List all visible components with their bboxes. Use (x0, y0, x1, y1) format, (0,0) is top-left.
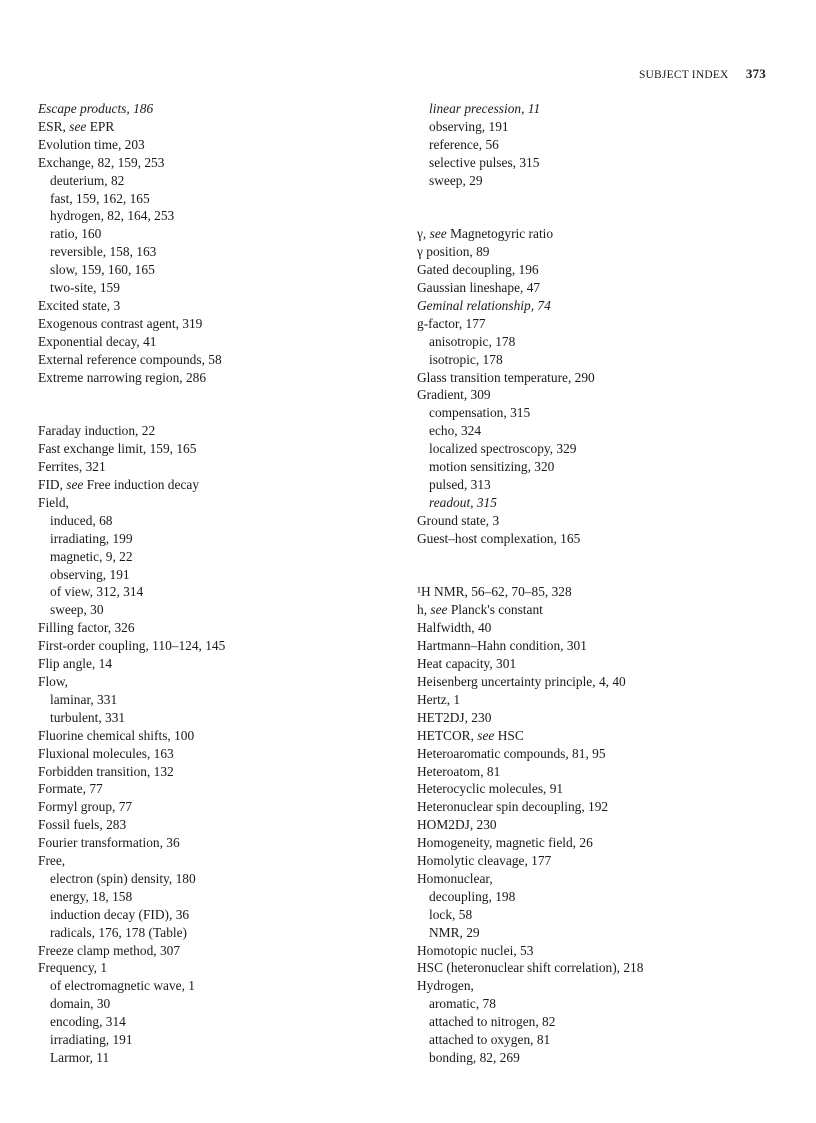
index-entry (38, 942, 408, 960)
index-entry (38, 369, 408, 387)
entry-text: Heteronuclear spin decoupling, 192 (417, 799, 609, 815)
entry-text: Hertz, 1 (417, 691, 461, 707)
index-entry (417, 386, 797, 404)
entry-text: Heteroaromatic compounds, 81, 95 (417, 745, 606, 761)
entry-text: HSC (heteronuclear shift correlation), 218 (417, 960, 644, 976)
index-entry (417, 297, 797, 315)
index-subentry (417, 924, 797, 942)
entry-text: irradiating, 199 (50, 530, 133, 546)
entry-text: h, (417, 602, 431, 618)
entry-text: Forbidden transition, 132 (38, 763, 174, 779)
index-subentry (417, 440, 797, 458)
entry-text: FID, (38, 477, 67, 493)
entry-text: Free, (38, 853, 66, 869)
index-subentry (38, 709, 408, 727)
entry-text: Escape products, 186 (38, 101, 154, 116)
index-entry (38, 458, 408, 476)
index-subentry (38, 691, 408, 709)
index-entry (417, 691, 797, 709)
index-entry (417, 852, 797, 870)
entry-text: linear precession, 11 (429, 101, 541, 116)
see-reference: see (69, 118, 87, 134)
entry-text: Evolution time, 203 (38, 136, 145, 152)
entry-text: HOM2DJ, 230 (417, 817, 497, 833)
entry-text: Ground state, 3 (417, 512, 500, 528)
index-entry (38, 315, 408, 333)
index-entry (38, 727, 408, 745)
entry-text: Hartmann–Hahn condition, 301 (417, 638, 587, 654)
see-reference: see (66, 477, 84, 493)
index-subentry (417, 494, 797, 512)
index-subentry (38, 906, 408, 924)
index-entry (417, 369, 797, 387)
entry-text: induced, 68 (50, 512, 113, 528)
entry-text: Exchange, 82, 159, 253 (38, 154, 165, 170)
entry-text: Exponential decay, 41 (38, 333, 157, 349)
index-entry (38, 834, 408, 852)
entry-text: fast, 159, 162, 165 (50, 190, 150, 206)
entry-text: Gradient, 309 (417, 387, 491, 403)
entry-text: irradiating, 191 (50, 1032, 133, 1048)
entry-text: encoding, 314 (50, 1014, 126, 1030)
entry-text: Flow, (38, 673, 69, 689)
index-entry (38, 297, 408, 315)
index-subentry (417, 476, 797, 494)
index-subentry (417, 136, 797, 154)
index-subentry (38, 548, 408, 566)
entry-text: Frequency, 1 (38, 960, 108, 976)
index-entry (417, 279, 797, 297)
index-entry (38, 798, 408, 816)
entry-text: pulsed, 313 (429, 477, 491, 493)
index-entry (417, 637, 797, 655)
entry-text: reference, 56 (429, 136, 499, 152)
index-subentry (417, 351, 797, 369)
index-entry (417, 225, 797, 243)
entry-text: Geminal relationship, 74 (417, 297, 551, 313)
index-entry (417, 619, 797, 637)
index-subentry (417, 172, 797, 190)
section-gap (417, 190, 797, 226)
entry-text: attached to oxygen, 81 (429, 1032, 551, 1048)
entry-text: Filling factor, 326 (38, 620, 135, 636)
entry-text: Formate, 77 (38, 781, 103, 797)
entry-text: anisotropic, 178 (429, 333, 516, 349)
index-subentry (38, 172, 408, 190)
index-entry (417, 834, 797, 852)
entry-text: Hydrogen, (417, 978, 474, 994)
page-number: 373 (745, 66, 766, 81)
entry-text: compensation, 315 (429, 405, 531, 421)
entry-text: Heisenberg uncertainty principle, 4, 40 (417, 673, 626, 689)
index-entry (417, 816, 797, 834)
index-entry (38, 673, 408, 691)
index-entry (417, 530, 797, 548)
entry-text: Heteroatom, 81 (417, 763, 501, 779)
entry-text: Gaussian lineshape, 47 (417, 280, 541, 296)
entry-text: deuterium, 82 (50, 172, 125, 188)
entry-text: isotropic, 178 (429, 351, 503, 367)
running-header (639, 66, 766, 82)
index-subentry (417, 100, 797, 118)
index-entry (417, 512, 797, 530)
entry-text: sweep, 30 (50, 602, 104, 618)
index-subentry (38, 225, 408, 243)
entry-text: of view, 312, 314 (50, 584, 144, 600)
entry-text: Excited state, 3 (38, 297, 121, 313)
index-entry (417, 655, 797, 673)
index-subentry (417, 154, 797, 172)
entry-text: Fourier transformation, 36 (38, 835, 180, 851)
index-entry (417, 601, 797, 619)
index-subentry (38, 995, 408, 1013)
entry-text: bonding, 82, 269 (429, 1050, 520, 1065)
entry-text: turbulent, 331 (50, 709, 126, 725)
index-entry (38, 959, 408, 977)
index-entry (417, 261, 797, 279)
index-subentry (417, 458, 797, 476)
index-subentry (417, 1031, 797, 1049)
entry-text: Exogenous contrast agent, 319 (38, 315, 203, 331)
index-entry (38, 619, 408, 637)
index-entry (417, 942, 797, 960)
index-entry (417, 763, 797, 781)
index-entry (38, 476, 408, 494)
entry-text: First-order coupling, 110–124, 145 (38, 638, 226, 654)
entry-text: magnetic, 9, 22 (50, 548, 133, 564)
index-subentry (417, 888, 797, 906)
index-entry (38, 118, 408, 136)
entry-text: Heat capacity, 301 (417, 656, 517, 672)
index-subentry (38, 870, 408, 888)
entry-text: observing, 191 (50, 566, 130, 582)
see-target: Free induction decay (83, 477, 200, 493)
index-entry (417, 745, 797, 763)
index-subentry (38, 566, 408, 584)
index-subentry (417, 422, 797, 440)
index-subentry (38, 530, 408, 548)
entry-text: readout, 315 (429, 494, 497, 510)
entry-text: Larmor, 11 (50, 1050, 110, 1066)
entry-text: Gated decoupling, 196 (417, 262, 539, 278)
entry-text: localized spectroscopy, 329 (429, 441, 577, 457)
entry-text: Homolytic cleavage, 177 (417, 853, 552, 869)
index-entry (38, 816, 408, 834)
index-subentry (38, 190, 408, 208)
index-subentry (38, 279, 408, 297)
index-entry (38, 333, 408, 351)
entry-text: Fluorine chemical shifts, 100 (38, 727, 195, 743)
index-entry (38, 655, 408, 673)
entry-text: γ position, 89 (417, 244, 490, 260)
entry-text: External reference compounds, 58 (38, 351, 222, 367)
entry-text: Halfwidth, 40 (417, 620, 492, 636)
index-entry (38, 136, 408, 154)
index-subentry (417, 995, 797, 1013)
index-subentry (38, 888, 408, 906)
section-gap (417, 548, 797, 584)
entry-text: ratio, 160 (50, 226, 102, 242)
index-entry (38, 351, 408, 369)
index-subentry (38, 977, 408, 995)
entry-text: HET2DJ, 230 (417, 709, 492, 725)
index-subentry (38, 924, 408, 942)
entry-text: selective pulses, 315 (429, 154, 540, 170)
entry-text: Formyl group, 77 (38, 799, 133, 815)
entry-text: attached to nitrogen, 82 (429, 1014, 556, 1030)
entry-text: decoupling, 198 (429, 888, 516, 904)
index-entry (417, 315, 797, 333)
index-entry (38, 422, 408, 440)
entry-text: observing, 191 (429, 118, 509, 134)
index-entry (417, 959, 797, 977)
see-reference: see (429, 226, 447, 242)
see-target: EPR (86, 118, 115, 134)
index-entry (38, 494, 408, 512)
entry-text: Extreme narrowing region, 286 (38, 369, 207, 385)
see-target: Magnetogyric ratio (446, 226, 554, 242)
see-reference: see (477, 727, 495, 743)
index-entry (38, 440, 408, 458)
entry-text: Field, (38, 494, 69, 510)
index-subentry (38, 1013, 408, 1031)
entry-text: energy, 18, 158 (50, 888, 133, 904)
entry-text: sweep, 29 (429, 172, 483, 188)
index-subentry (38, 207, 408, 225)
index-entry (417, 870, 797, 888)
index-column-left (38, 100, 408, 1067)
index-entry (417, 977, 797, 995)
entry-text: γ, (417, 226, 430, 242)
index-subentry (38, 261, 408, 279)
entry-text: lock, 58 (429, 906, 473, 922)
index-subentry (38, 512, 408, 530)
see-reference: see (430, 602, 448, 618)
entry-text: two-site, 159 (50, 280, 120, 296)
entry-text: Glass transition temperature, 290 (417, 369, 595, 385)
entry-text: Homogeneity, magnetic field, 26 (417, 835, 593, 851)
entry-text: echo, 324 (429, 423, 482, 439)
index-entry (417, 709, 797, 727)
entry-text: ESR, (38, 118, 70, 134)
index-entry (38, 100, 408, 118)
index-entry (38, 763, 408, 781)
entry-text: of electromagnetic wave, 1 (50, 978, 195, 994)
entry-text: motion sensitizing, 320 (429, 459, 555, 475)
index-subentry (38, 583, 408, 601)
index-entry (417, 798, 797, 816)
entry-text: Ferrites, 321 (38, 459, 106, 475)
index-subentry (417, 1013, 797, 1031)
index-entry (417, 727, 797, 745)
entry-text: aromatic, 78 (429, 996, 496, 1012)
index-subentry (38, 601, 408, 619)
entry-text: induction decay (FID), 36 (50, 906, 190, 922)
index-entry (417, 673, 797, 691)
entry-text: electron (spin) density, 180 (50, 870, 196, 886)
index-subentry (38, 243, 408, 261)
section-gap (38, 387, 408, 423)
index-entry (38, 852, 408, 870)
index-subentry (417, 1049, 797, 1067)
index-subentry (417, 404, 797, 422)
entry-text: domain, 30 (50, 996, 111, 1012)
index-entry (38, 154, 408, 172)
entry-text: Freeze clamp method, 307 (38, 942, 181, 958)
index-subentry (38, 1031, 408, 1049)
entry-text: hydrogen, 82, 164, 253 (50, 208, 175, 224)
see-target: Planck's constant (447, 602, 543, 618)
index-subentry (417, 118, 797, 136)
index-subentry (417, 906, 797, 924)
entry-text: Faraday induction, 22 (38, 423, 156, 439)
index-entry (417, 780, 797, 798)
entry-text: ¹H NMR, 56–62, 70–85, 328 (417, 584, 572, 600)
entry-text: Homonuclear, (417, 870, 493, 886)
index-column-right (417, 100, 797, 1067)
entry-text: Fast exchange limit, 159, 165 (38, 441, 197, 457)
see-target: HSC (494, 727, 524, 743)
entry-text: Heterocyclic molecules, 91 (417, 781, 564, 797)
entry-text: Fossil fuels, 283 (38, 817, 127, 833)
entry-text: radicals, 176, 178 (Table) (50, 924, 188, 940)
entry-text: HETCOR, (417, 727, 478, 743)
index-entry (417, 243, 797, 261)
index-subentry (38, 1049, 408, 1067)
entry-text: NMR, 29 (429, 924, 480, 940)
index-entry (38, 780, 408, 798)
entry-text: Guest–host complexation, 165 (417, 530, 581, 546)
index-entry (417, 583, 797, 601)
index-entry (38, 745, 408, 763)
entry-text: g-factor, 177 (417, 315, 486, 331)
running-head-title: SUBJECT INDEX (638, 69, 729, 81)
entry-text: reversible, 158, 163 (50, 244, 157, 260)
entry-text: laminar, 331 (50, 691, 118, 707)
entry-text: Fluxional molecules, 163 (38, 745, 174, 761)
entry-text: Homotopic nuclei, 53 (417, 942, 534, 958)
entry-text: Flip angle, 14 (38, 656, 113, 672)
index-entry (38, 637, 408, 655)
index-subentry (417, 333, 797, 351)
entry-text: slow, 159, 160, 165 (50, 262, 155, 278)
